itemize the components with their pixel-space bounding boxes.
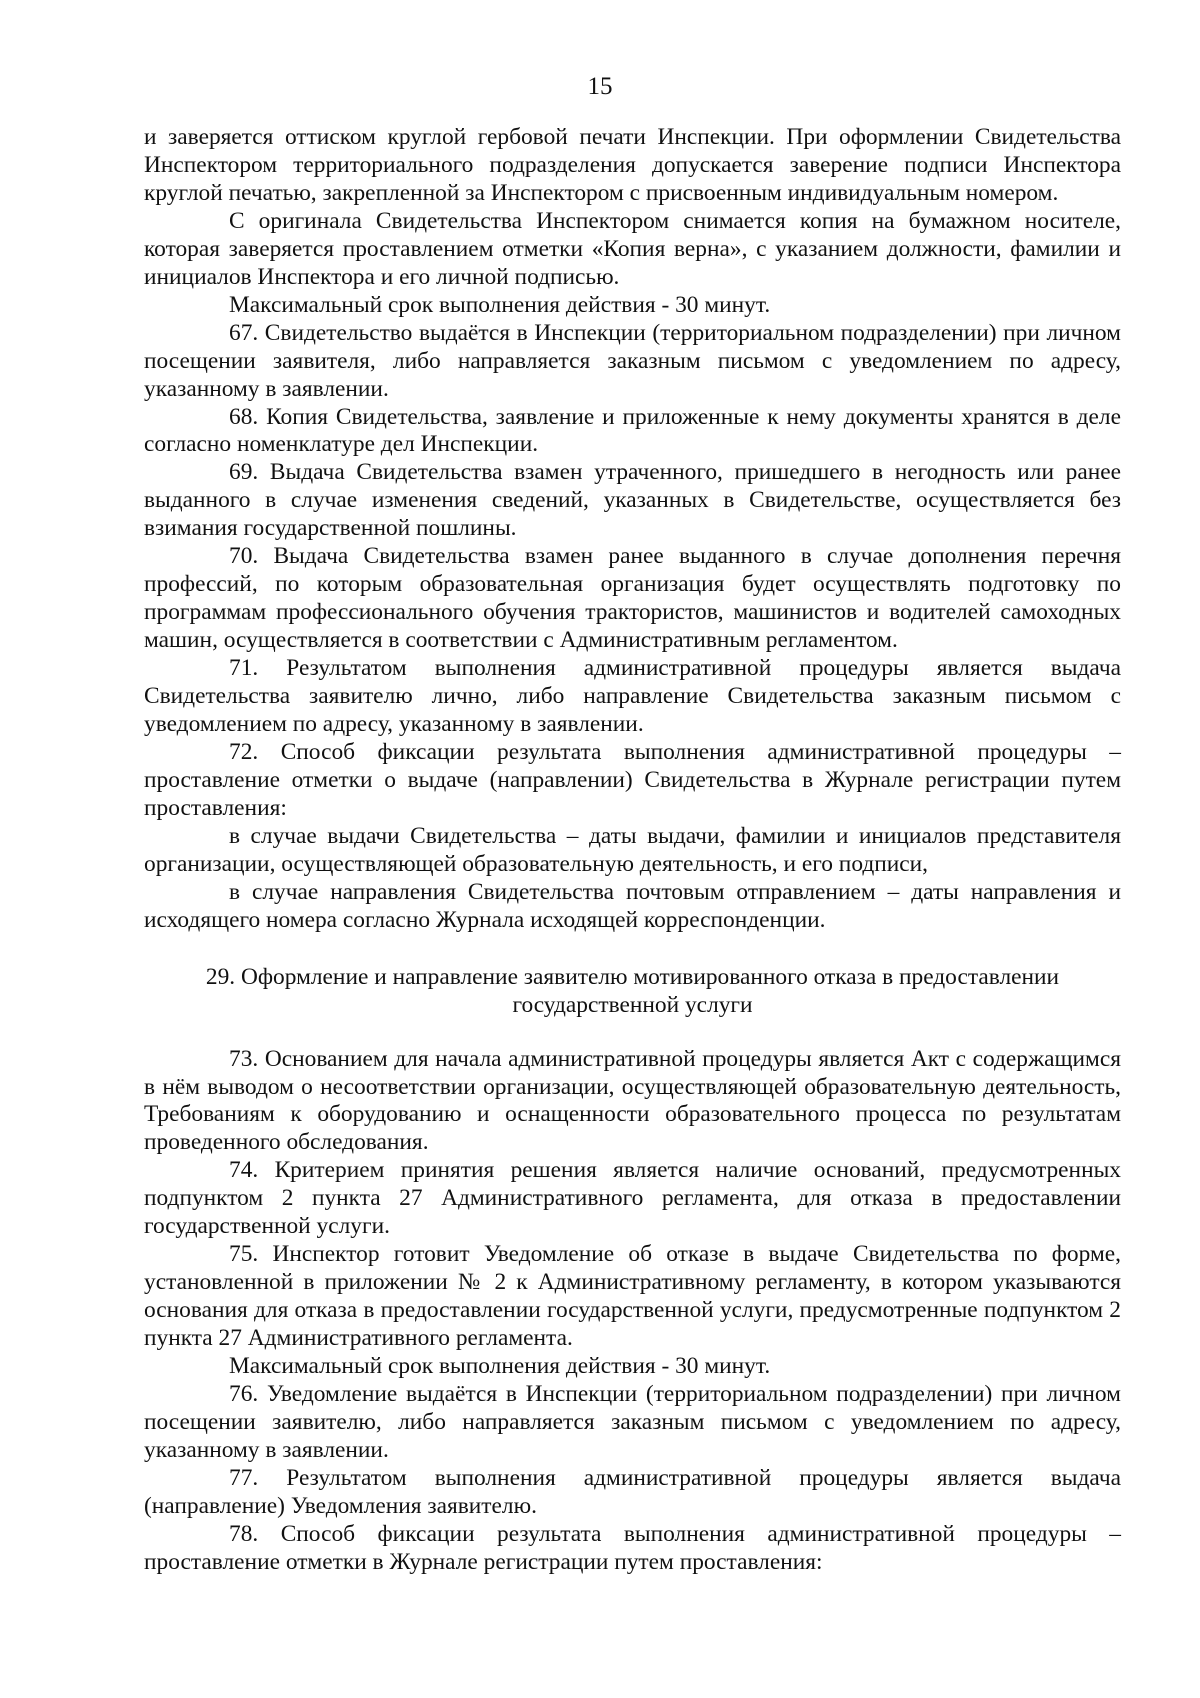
- paragraph-max-time-2: Максимальный срок выполнения действия - 30 минут.: [229, 1353, 771, 1380]
- paragraph-77: 77. Результатом выполнения административной процедуры является выдача (направление) Уведомления заявителю.: [144, 1464, 1121, 1519]
- page-number: 15: [587, 73, 613, 100]
- paragraph-copy-certification: С оригинала Свидетельства Инспектором снимается копия на бумажном носителе, которая заверяется проставлением отметки «Копия верна», с указанием должности, фамилии и инициалов Инспектора и его личной подписью.: [144, 207, 1121, 290]
- paragraph-73: 73. Основанием для начала административной процедуры является Акт с содержащимся в нём выводом о несоответствии организации, осуществляющей образовательную деятельность, Требованиям к оборудованию и оснащенности образовательного процесса по результатам проведенного обследования.: [144, 1045, 1121, 1156]
- paragraph-72: 72. Способ фиксации результата выполнения административной процедуры – проставление отметки о выдаче (направлении) Свидетельства в Журнале регистрации путем проставления:: [144, 738, 1121, 821]
- section-heading-29: 29. Оформление и направление заявителю мотивированного отказа в предоставлении государственной услуги: [205, 963, 1060, 1018]
- document-body: [144, 124, 1121, 1577]
- paragraph-74: 74. Критерием принятия решения является наличие оснований, предусмотренных подпунктом 2 пункта 27 Административного регламента, для отказа в предоставлении государственной услуги.: [144, 1157, 1121, 1240]
- paragraph-69: 69. Выдача Свидетельства взамен утраченного, пришедшего в негодность или ранее выданного в случае изменения сведений, указанных в Свидетельстве, осуществляется без взимания государственной пошлины.: [144, 459, 1121, 542]
- paragraph-continuation-seal: и заверяется оттиском круглой гербовой печати Инспекции. При оформлении Свидетельства Инспектором территориального подразделения допускается заверение подписи Инспектора круглой печатью, закрепленной за Инспектором с присвоенным индивидуальным номером.: [144, 124, 1121, 206]
- paragraph-70: 70. Выдача Свидетельства взамен ранее выданного в случае дополнения перечня профессий, по которым образовательная организация будет осуществлять подготовку по программам профессионального обучения трактористов, машинистов и водителей самоходных машин, осуществляется в соответствии с Административным регламентом.: [144, 543, 1121, 654]
- paragraph-78: 78. Способ фиксации результата выполнения административной процедуры – проставление отметки в Журнале регистрации путем проставления:: [144, 1520, 1121, 1575]
- paragraph-max-time: Максимальный срок выполнения действия - 30 минут.: [229, 291, 771, 318]
- paragraph-75: 75. Инспектор готовит Уведомление об отказе в выдаче Свидетельства по форме, установленной в приложении № 2 к Административному регламенту, в котором указываются основания для отказа в предоставлении государственной услуги, предусмотренные подпунктом 2 пункта 27 Административного регламента.: [144, 1241, 1121, 1352]
- paragraph-72-case-mail: в случае направления Свидетельства почтовым отправлением – даты направления и исходящего номера согласно Журнала исходящей корреспонденции.: [144, 878, 1121, 933]
- paragraph-76: 76. Уведомление выдаётся в Инспекции (территориальном подразделении) при личном посещении заявителю, либо направляется заказным письмом с уведомлением по адресу, указанному в заявлении.: [144, 1380, 1121, 1463]
- paragraph-72-case-issue: в случае выдачи Свидетельства – даты выдачи, фамилии и инициалов представителя организации, осуществляющей образовательную деятельность, и его подписи,: [144, 822, 1121, 877]
- paragraph-68: 68. Копия Свидетельства, заявление и приложенные к нему документы хранятся в деле согласно номенклатуре дел Инспекции.: [144, 403, 1121, 458]
- paragraph-67: 67. Свидетельство выдаётся в Инспекции (территориальном подразделении) при личном посещении заявителя, либо направляется заказным письмом с уведомлением по адресу, указанному в заявлении.: [144, 319, 1121, 402]
- paragraph-71: 71. Результатом выполнения административной процедуры является выдача Свидетельства заявителю лично, либо направление Свидетельства заказным письмом с уведомлением по адресу, указанному в заявлении.: [144, 655, 1121, 738]
